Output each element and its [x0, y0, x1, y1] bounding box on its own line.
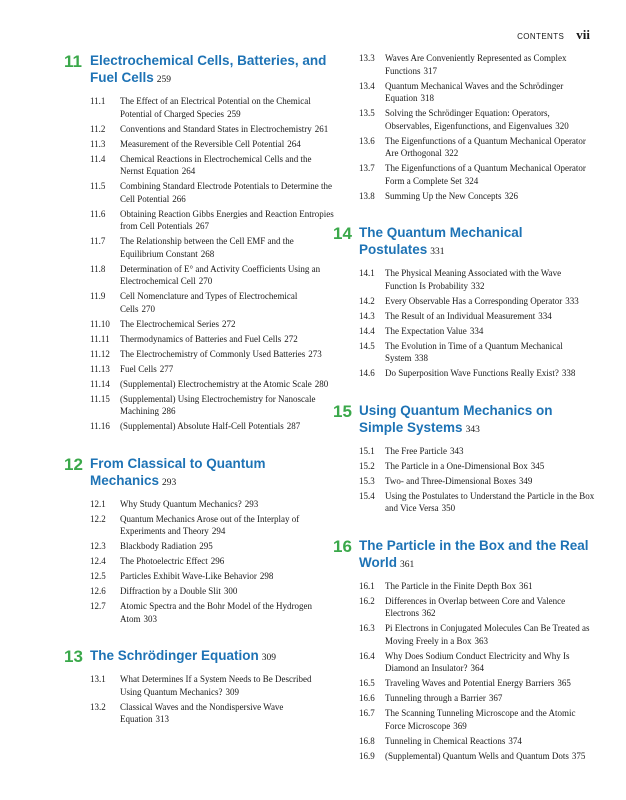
toc-entry [333, 367, 595, 380]
section-number: 11.11 [90, 333, 110, 344]
section-page: 300 [223, 586, 238, 596]
toc-entry [64, 600, 334, 625]
section-title: Pi Electrons in Conjugated Molecules Can Be Treated as Moving Freely in a Box [385, 623, 590, 646]
chapter-title-text: The Schrödinger Equation [90, 648, 259, 663]
section-number: 16.9 [359, 750, 375, 761]
section-title: Why Does Sodium Conduct Electricity and Why Is Diamond an Insulator? [385, 650, 570, 673]
section-page: 365 [557, 678, 571, 688]
section-number: 11.10 [90, 318, 110, 329]
section-title: The Eigenfunctions of a Quantum Mechanical Operator Are Orthogonal [385, 135, 586, 158]
toc-entry [333, 295, 595, 308]
section-title: Tunneling in Chemical Reactions [385, 735, 506, 746]
chapter-heading [64, 647, 334, 667]
section-number: 13.2 [90, 701, 106, 712]
chapter-heading [64, 455, 334, 492]
section-page: 294 [211, 526, 226, 536]
section-page: 270 [198, 276, 213, 286]
running-header [517, 27, 590, 43]
section-title: Tunneling through a Barrier [385, 693, 486, 703]
toc-entry [64, 95, 334, 120]
section-title: The Relationship between the Cell EMF and the Equilibrium Constant [120, 236, 294, 259]
section-page: 324 [464, 175, 479, 186]
section-number: 16.7 [359, 708, 375, 718]
section-number: 11.2 [90, 123, 106, 134]
section-number: 14.6 [359, 368, 375, 378]
section-title: Every Observable Has a Corresponding Operator [385, 295, 563, 306]
section-title: The Electrochemical Series [120, 318, 219, 329]
section-title: The Photoelectric Effect [120, 556, 208, 566]
section-number: 16.2 [359, 595, 375, 606]
section-title: The Eigenfunctions of a Quantum Mechanical Operator Form a Complete Set [385, 163, 586, 186]
section-title: Traveling Waves and Potential Energy Barriers [385, 678, 555, 688]
toc-entry [64, 420, 334, 433]
section-title: Quantum Mechanical Waves and the Schrödinger Equation [385, 80, 564, 103]
section-page: 268 [200, 248, 215, 259]
chapter-page: 309 [261, 653, 277, 663]
toc-entry [333, 677, 595, 690]
section-title: Solving the Schrödinger Equation: Operators, Observables, Eigenfunctions, and Eigenvalues [385, 108, 553, 131]
chapter-heading [64, 52, 334, 89]
section-page: 350 [441, 503, 456, 513]
section-title: The Physical Meaning Associated with the Wave Function Is Probability [385, 268, 562, 291]
toc-entry [333, 107, 595, 132]
toc-entry [333, 692, 595, 705]
section-title: Atomic Spectra and the Bohr Model of the Hydrogen Atom [120, 601, 312, 624]
toc-entry [333, 325, 595, 338]
chapter-number: 12 [64, 454, 83, 474]
section-title: Quantum Mechanics Arose out of the Interplay of Experiments and Theory [120, 513, 300, 536]
section-number: 13.3 [359, 53, 375, 63]
section-page: 259 [227, 108, 241, 119]
section-number: 12.6 [90, 586, 106, 596]
section-number: 11.3 [90, 138, 106, 149]
section-title: The Electrochemistry of Commonly Used Batteries [120, 348, 306, 359]
section-number: 14.3 [359, 310, 375, 321]
section-page: 293 [244, 498, 259, 509]
section-title: Measurement of the Reversible Cell Potential [120, 138, 285, 149]
chapter-title-text: Using Quantum Mechanics on Simple Systems [359, 402, 553, 435]
section-title: The Scanning Tunneling Microscope and the Atomic Force Microscope [385, 708, 576, 731]
section-title: Fuel Cells [120, 363, 157, 374]
section-page: 296 [210, 556, 225, 566]
section-page: 270 [141, 303, 156, 314]
section-page: 369 [453, 720, 467, 731]
toc-entry [64, 290, 334, 315]
section-number: 13.5 [359, 108, 375, 118]
section-number: 14.1 [359, 268, 375, 278]
toc-entry [64, 555, 334, 568]
section-number: 13.1 [90, 674, 106, 684]
toc-entry [64, 585, 334, 598]
section-page: 273 [308, 348, 322, 359]
section-number: 11.6 [90, 208, 106, 219]
section-page: 338 [414, 353, 429, 363]
section-number: 12.1 [90, 498, 106, 509]
section-page: 338 [561, 368, 576, 378]
section-page: 374 [508, 735, 522, 746]
section-page: 272 [221, 318, 236, 329]
chapter-page: 343 [465, 424, 480, 435]
chapter-title [90, 455, 334, 492]
chapter-title [359, 224, 595, 261]
chapter-page: 361 [400, 559, 415, 570]
section-title: (Supplemental) Absolute Half-Cell Potentials [120, 421, 284, 431]
toc-entry [64, 570, 334, 583]
section-number: 15.4 [359, 490, 375, 501]
section-title: Blackbody Radiation [120, 541, 197, 551]
section-page: 320 [555, 120, 569, 131]
toc-entry [333, 162, 595, 187]
section-title: Diffraction by a Double Slit [120, 586, 221, 596]
section-page: 334 [538, 310, 552, 321]
chapter-page: 331 [430, 247, 445, 257]
section-page: 277 [159, 363, 174, 374]
toc-entry [64, 363, 334, 376]
section-page: 343 [449, 445, 464, 456]
section-page: 309 [225, 686, 239, 697]
section-title: (Supplemental) Electrochemistry at the Atomic Scale [120, 378, 312, 389]
section-number: 11.14 [90, 378, 110, 389]
section-page: 361 [518, 580, 533, 591]
toc-entry [333, 475, 595, 488]
section-page: 362 [422, 608, 436, 618]
toc-entry [333, 80, 595, 105]
toc-entry [64, 153, 334, 178]
section-number: 12.5 [90, 571, 106, 581]
toc-entry [333, 267, 595, 292]
chapter-title-text: Electrochemical Cells, Batteries, and Fuel Cells [90, 53, 327, 85]
chapter-number: 16 [333, 536, 352, 556]
section-title: The Effect of an Electrical Potential on the Chemical Potential of Charged Species [120, 96, 311, 119]
section-title: Differences in Overlap between Core and Valence Electrons [385, 595, 566, 618]
section-title: The Particle in a One-Dimensional Box [385, 460, 528, 471]
section-page: 334 [469, 325, 484, 336]
toc-entry [64, 180, 334, 205]
section-page: 264 [181, 166, 196, 176]
section-title: Obtaining Reaction Gibbs Energies and Reaction Entropies from Cell Potentials [120, 208, 334, 231]
section-number: 14.5 [359, 340, 375, 351]
section-title: Using the Postulates to Understand the Particle in the Box and Vice Versa [385, 490, 595, 513]
toc-entry [333, 445, 595, 458]
section-number: 13.7 [359, 163, 375, 173]
section-title: The Free Particle [385, 445, 447, 456]
section-number: 13.8 [359, 190, 375, 201]
section-number: 11.8 [90, 263, 106, 274]
toc-entry [333, 735, 595, 748]
chapter-number: 14 [333, 224, 352, 243]
section-number: 12.7 [90, 601, 106, 611]
section-page: 272 [284, 333, 298, 344]
section-title: Determination of E° and Activity Coefficients Using an Electrochemical Cell [120, 263, 321, 286]
section-page: 345 [530, 460, 545, 471]
section-page: 349 [518, 475, 533, 486]
section-title: Waves Are Conveniently Represented as Complex Functions [385, 53, 567, 76]
section-number: 11.5 [90, 181, 106, 191]
section-number: 16.8 [359, 735, 375, 746]
toc-entry [333, 595, 595, 620]
section-number: 11.1 [90, 96, 106, 106]
section-number: 16.3 [359, 623, 375, 633]
section-page: 266 [172, 193, 186, 204]
section-title: Do Superposition Wave Functions Really Exist? [385, 368, 559, 378]
chapter-title-text: The Particle in the Box and the Real World [359, 537, 589, 570]
chapter-title [359, 537, 595, 574]
section-number: 11.9 [90, 291, 106, 301]
section-number: 13.6 [359, 135, 375, 146]
chapter-heading [333, 402, 595, 439]
toc-entry [333, 490, 595, 515]
section-number: 15.2 [359, 460, 375, 471]
section-page: 287 [286, 421, 301, 431]
section-page: 318 [420, 93, 434, 103]
section-number: 11.13 [90, 363, 110, 374]
chapter-title-text: From Classical to Quantum Mechanics [90, 455, 266, 488]
section-page: 317 [423, 65, 438, 76]
section-title: (Supplemental) Quantum Wells and Quantum Dots [385, 750, 569, 761]
section-page: 298 [259, 571, 274, 581]
section-page: 261 [314, 123, 329, 134]
chapter-heading [333, 224, 595, 261]
toc-entry [333, 310, 595, 323]
section-number: 11.15 [90, 393, 110, 404]
toc-right-column [333, 52, 595, 765]
toc-entry [64, 333, 334, 346]
toc-entry [333, 135, 595, 160]
chapter-title [90, 52, 334, 89]
section-page: 332 [471, 280, 485, 291]
section-title: Particles Exhibit Wave-Like Behavior [120, 571, 257, 581]
section-title: Two- and Three-Dimensional Boxes [385, 475, 516, 486]
toc-entry [64, 235, 334, 260]
section-page: 367 [488, 693, 503, 703]
section-title: Thermodynamics of Batteries and Fuel Cells [120, 333, 282, 344]
section-page: 363 [474, 635, 488, 646]
toc-entry [64, 701, 334, 726]
toc-entry [333, 622, 595, 647]
section-page: 333 [565, 295, 579, 306]
toc-entry [333, 707, 595, 732]
section-title: The Particle in the Finite Depth Box [385, 580, 516, 591]
toc-entry [333, 460, 595, 473]
section-page: 280 [314, 378, 329, 389]
section-number: 16.1 [359, 580, 375, 591]
toc-entry [333, 340, 595, 365]
section-page: 303 [143, 613, 158, 624]
section-title: The Expectation Value [385, 325, 467, 336]
header-label: CONTENTS [517, 32, 565, 41]
section-title: Conventions and Standard States in Electrochemistry [120, 123, 312, 134]
toc-entry [64, 208, 334, 233]
section-number: 13.4 [359, 80, 375, 91]
chapter-page: 293 [162, 477, 177, 488]
section-title: The Result of an Individual Measurement [385, 310, 536, 321]
section-number: 11.12 [90, 348, 110, 359]
toc-entry [64, 378, 334, 391]
toc-entry [64, 673, 334, 698]
section-title: Classical Waves and the Nondispersive Wave Equation [120, 701, 284, 724]
chapter-title [359, 402, 595, 439]
section-number: 16.5 [359, 678, 375, 688]
section-number: 11.16 [90, 421, 110, 431]
section-number: 11.4 [90, 153, 106, 164]
toc-entry [64, 540, 334, 553]
chapter-heading [333, 537, 595, 574]
toc-entry [333, 650, 595, 675]
section-page: 375 [571, 750, 586, 761]
toc-entry [333, 52, 595, 77]
section-number: 11.7 [90, 236, 106, 246]
section-number: 12.3 [90, 541, 106, 551]
section-number: 12.4 [90, 556, 106, 566]
toc-entry [64, 123, 334, 136]
toc-entry [64, 263, 334, 288]
toc-left-column [64, 52, 334, 728]
toc-entry [64, 513, 334, 538]
section-page: 326 [504, 190, 518, 201]
section-title: Why Study Quantum Mechanics? [120, 498, 242, 509]
section-page: 364 [470, 663, 484, 673]
chapter-number: 13 [64, 647, 83, 666]
toc-entry [333, 580, 595, 593]
section-title: The Evolution in Time of a Quantum Mechanical System [385, 340, 563, 363]
section-title: What Determines If a System Needs to Be Described Using Quantum Mechanics? [120, 674, 312, 697]
section-title: Summing Up the New Concepts [385, 190, 502, 201]
section-title: (Supplemental) Using Electrochemistry for Nanoscale Machining [120, 393, 316, 416]
section-page: 264 [287, 138, 301, 149]
toc-entry [333, 750, 595, 763]
toc-entry [64, 138, 334, 151]
section-number: 14.2 [359, 295, 375, 306]
section-page: 313 [155, 714, 169, 724]
section-page: 286 [162, 406, 176, 416]
chapter-number: 11 [64, 52, 82, 71]
toc-entry [64, 498, 334, 511]
section-page: 267 [195, 221, 209, 231]
toc-entry [333, 190, 595, 203]
section-title: Combining Standard Electrode Potentials to Determine the Cell Potential [120, 181, 332, 204]
section-number: 16.4 [359, 650, 375, 661]
section-title: Cell Nomenclature and Types of Electrochemical Cells [120, 291, 298, 314]
section-number: 16.6 [359, 693, 375, 703]
section-page: 295 [199, 541, 213, 551]
section-title: Chemical Reactions in Electrochemical Cells and the Nernst Equation [120, 153, 312, 176]
chapter-title [90, 647, 334, 667]
section-page: 322 [444, 148, 459, 158]
section-number: 12.2 [90, 513, 106, 524]
toc-entry [64, 393, 334, 418]
chapter-title-text: The Quantum Mechanical Postulates [359, 225, 523, 257]
section-number: 15.1 [359, 445, 375, 456]
toc-entry [64, 348, 334, 361]
section-number: 14.4 [359, 325, 375, 336]
page-number: vii [576, 27, 590, 42]
toc-entry [64, 318, 334, 331]
chapter-page: 259 [156, 75, 172, 85]
section-number: 15.3 [359, 475, 375, 486]
chapter-number: 15 [333, 401, 352, 421]
